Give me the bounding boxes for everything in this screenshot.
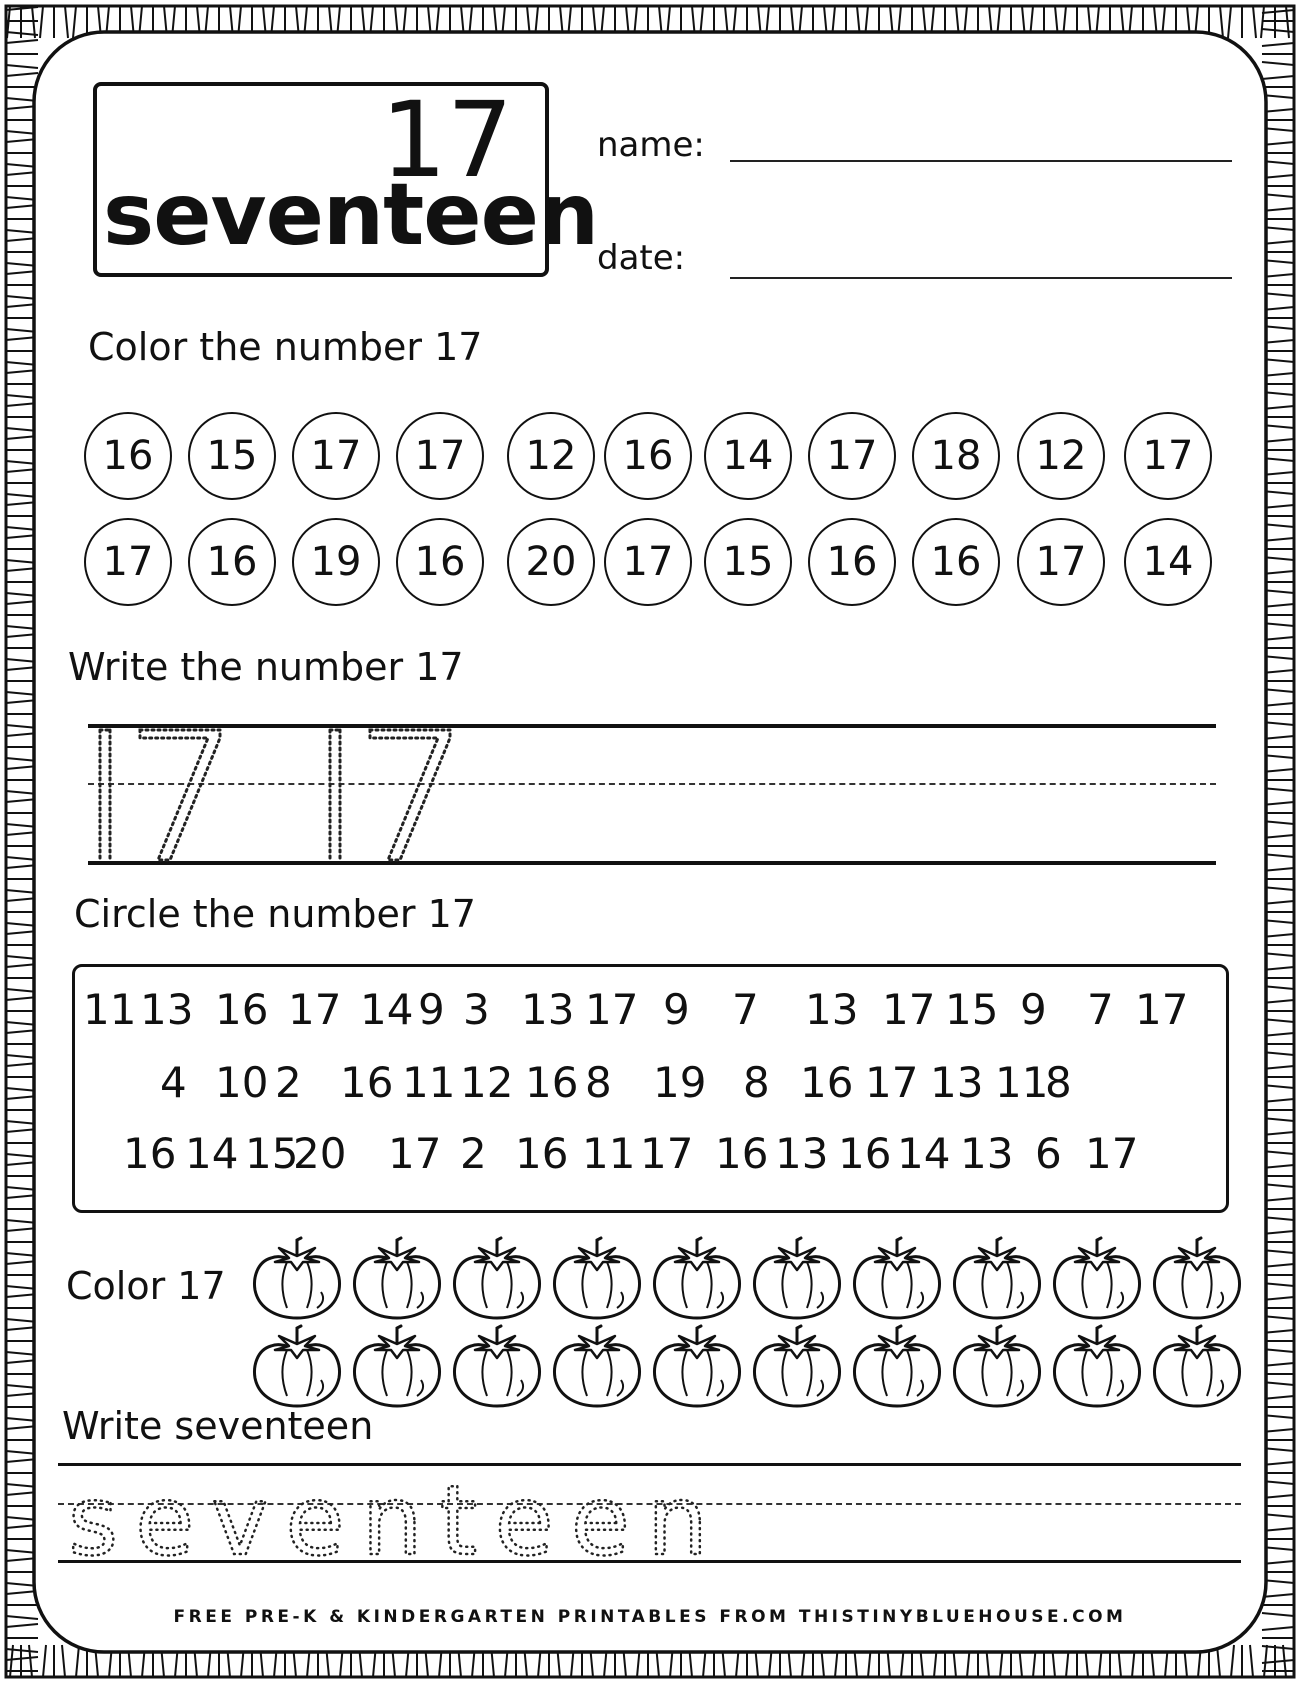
grid-number[interactable]: 13: [930, 1058, 984, 1107]
grid-number[interactable]: 17: [882, 985, 936, 1034]
grid-number[interactable]: 13: [805, 985, 859, 1034]
title-word: seventeen: [103, 165, 599, 265]
grid-number[interactable]: 9: [418, 985, 445, 1034]
tomato-icon[interactable]: [551, 1320, 643, 1408]
number-circle[interactable]: 17: [1017, 518, 1105, 606]
tomato-icon[interactable]: [451, 1320, 543, 1408]
grid-number[interactable]: 7: [732, 985, 759, 1034]
title-box: [93, 79, 599, 277]
grid-number[interactable]: 17: [388, 1129, 442, 1178]
number-circle[interactable]: 17: [84, 518, 172, 606]
grid-number[interactable]: 13: [775, 1129, 829, 1178]
grid-number[interactable]: 16: [838, 1129, 892, 1178]
number-circle[interactable]: 16: [188, 518, 276, 606]
grid-number[interactable]: 11: [402, 1058, 456, 1107]
number-circle[interactable]: 20: [507, 518, 595, 606]
number-circle[interactable]: 16: [912, 518, 1000, 606]
grid-number[interactable]: 11: [995, 1058, 1049, 1107]
number-circle[interactable]: 14: [1124, 518, 1212, 606]
tomato-icon[interactable]: [751, 1232, 843, 1320]
tomato-icon[interactable]: [251, 1232, 343, 1320]
grid-number[interactable]: 6: [1035, 1129, 1062, 1178]
grid-number[interactable]: 8: [743, 1058, 770, 1107]
grid-number[interactable]: 16: [123, 1129, 177, 1178]
number-circle[interactable]: 17: [292, 412, 380, 500]
number-circle[interactable]: 12: [1017, 412, 1105, 500]
tomato-icon[interactable]: [551, 1232, 643, 1320]
grid-number[interactable]: 20: [293, 1129, 347, 1178]
date-label: date:: [597, 238, 686, 278]
number-circle[interactable]: 15: [704, 518, 792, 606]
trace-glyph: [100, 730, 220, 860]
number-circle[interactable]: 17: [808, 412, 896, 500]
grid-number[interactable]: 17: [585, 985, 639, 1034]
grid-number[interactable]: 16: [525, 1058, 579, 1107]
tomato-icon[interactable]: [651, 1320, 743, 1408]
tomato-icon[interactable]: [1151, 1320, 1243, 1408]
number-circle[interactable]: 17: [1124, 412, 1212, 500]
number-circle[interactable]: 17: [604, 518, 692, 606]
grid-number[interactable]: 16: [715, 1129, 769, 1178]
trace-word-text: seventeen: [68, 1466, 708, 1562]
grid-number[interactable]: 9: [1020, 985, 1047, 1034]
trace-number-17[interactable]: [90, 726, 570, 862]
grid-number[interactable]: 17: [640, 1129, 694, 1178]
circle-number-title: Circle the number 17: [74, 892, 476, 936]
grid-number[interactable]: 8: [585, 1058, 612, 1107]
write-number-title: Write the number 17: [68, 645, 464, 689]
number-circle[interactable]: 15: [188, 412, 276, 500]
tomato-icon[interactable]: [851, 1232, 943, 1320]
grid-number[interactable]: 16: [215, 985, 269, 1034]
tomato-icon[interactable]: [251, 1320, 343, 1408]
tomato-icon[interactable]: [751, 1320, 843, 1408]
number-circle[interactable]: 16: [808, 518, 896, 606]
name-field[interactable]: [730, 160, 1232, 162]
date-field[interactable]: [730, 277, 1232, 279]
grid-number[interactable]: 10: [215, 1058, 269, 1107]
grid-number[interactable]: 14: [185, 1129, 239, 1178]
grid-number[interactable]: 15: [245, 1129, 299, 1178]
grid-number[interactable]: 17: [1085, 1129, 1139, 1178]
grid-number[interactable]: 13: [140, 985, 194, 1034]
tomato-icon[interactable]: [1151, 1232, 1243, 1320]
grid-number[interactable]: 4: [160, 1058, 187, 1107]
circle-number-grid: [72, 964, 1229, 1213]
grid-number[interactable]: 12: [460, 1058, 514, 1107]
tomato-icon[interactable]: [451, 1232, 543, 1320]
grid-number[interactable]: 15: [945, 985, 999, 1034]
tomato-icon[interactable]: [1051, 1232, 1143, 1320]
tomato-icon[interactable]: [951, 1232, 1043, 1320]
grid-number[interactable]: 9: [663, 985, 690, 1034]
tomato-icon[interactable]: [651, 1232, 743, 1320]
grid-number[interactable]: 17: [288, 985, 342, 1034]
number-circle[interactable]: 19: [292, 518, 380, 606]
trace-glyph: [330, 730, 450, 860]
name-label: name:: [597, 125, 705, 165]
number-circle[interactable]: 16: [396, 518, 484, 606]
footer-credit: FREE PRE-K & KINDERGARTEN PRINTABLES FROM THISTINYBLUEHOUSE.COM: [173, 1607, 1127, 1627]
trace-word[interactable]: [60, 1466, 720, 1562]
tomato-icon[interactable]: [1051, 1320, 1143, 1408]
grid-number[interactable]: 16: [515, 1129, 569, 1178]
number-circle[interactable]: 16: [84, 412, 172, 500]
title-number: 17: [380, 79, 513, 201]
grid-number[interactable]: 14: [897, 1129, 951, 1178]
color-count-title: Color 17: [66, 1264, 226, 1308]
grid-number[interactable]: 16: [800, 1058, 854, 1107]
tomato-icon[interactable]: [351, 1232, 443, 1320]
grid-number[interactable]: 17: [865, 1058, 919, 1107]
grid-number[interactable]: 14: [360, 985, 414, 1034]
grid-number[interactable]: 13: [960, 1129, 1014, 1178]
grid-number[interactable]: 13: [521, 985, 575, 1034]
grid-number[interactable]: 19: [653, 1058, 707, 1107]
grid-number[interactable]: 11: [582, 1129, 636, 1178]
grid-number[interactable]: 2: [275, 1058, 302, 1107]
grid-number[interactable]: 17: [1135, 985, 1189, 1034]
tomato-icon[interactable]: [351, 1320, 443, 1408]
tomato-icon[interactable]: [851, 1320, 943, 1408]
number-circle[interactable]: 14: [704, 412, 792, 500]
number-circle[interactable]: 18: [912, 412, 1000, 500]
number-circle[interactable]: 12: [507, 412, 595, 500]
grid-number[interactable]: 8: [1045, 1058, 1072, 1107]
tomato-icon[interactable]: [951, 1320, 1043, 1408]
number-circle[interactable]: 17: [396, 412, 484, 500]
number-circle[interactable]: 16: [604, 412, 692, 500]
grid-number[interactable]: 7: [1087, 985, 1114, 1034]
grid-number[interactable]: 3: [463, 985, 490, 1034]
write-word-title: Write seventeen: [62, 1404, 374, 1448]
grid-number[interactable]: 2: [460, 1129, 487, 1178]
color-number-title: Color the number 17: [88, 325, 483, 369]
grid-number[interactable]: 11: [83, 985, 137, 1034]
grid-number[interactable]: 16: [340, 1058, 394, 1107]
